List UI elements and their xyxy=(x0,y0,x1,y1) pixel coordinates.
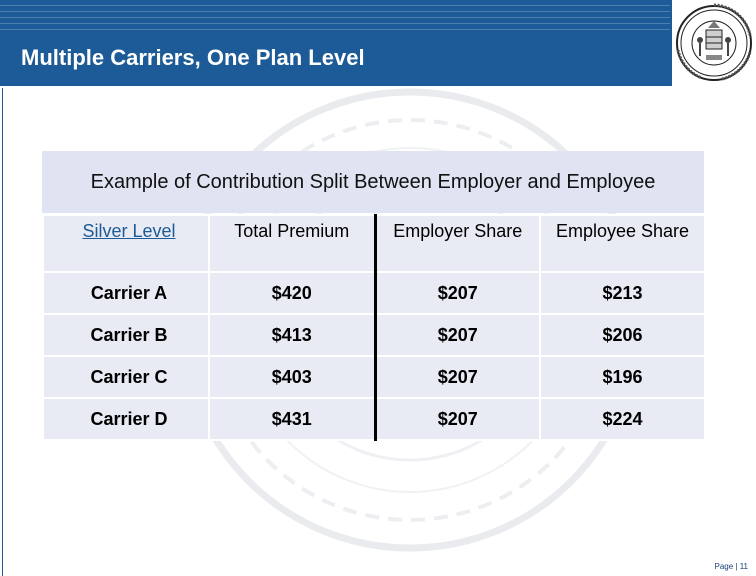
total-premium-cell: $420 xyxy=(209,272,375,314)
employee-share-cell: $224 xyxy=(540,398,705,440)
header-plan-level: Silver Level xyxy=(43,215,209,272)
carrier-name: Carrier D xyxy=(43,398,209,440)
table-row xyxy=(43,314,705,356)
employer-share-cell: $207 xyxy=(375,272,540,314)
header-bar xyxy=(0,0,670,86)
header-total-premium: Total Premium xyxy=(209,215,375,272)
state-seal-icon xyxy=(670,0,756,86)
employee-share-cell: $196 xyxy=(540,356,705,398)
total-premium-cell: $431 xyxy=(209,398,375,440)
total-premium-cell: $403 xyxy=(209,356,375,398)
table-row xyxy=(43,398,705,440)
carrier-name: Carrier A xyxy=(43,272,209,314)
table-header-row xyxy=(43,215,705,272)
left-accent-rule xyxy=(2,88,3,576)
header-employee-share: Employee Share xyxy=(540,215,705,272)
page-number: Page | 11 xyxy=(714,562,748,571)
table-row xyxy=(43,356,705,398)
total-premium-cell: $413 xyxy=(209,314,375,356)
table-row xyxy=(43,272,705,314)
employee-share-cell: $213 xyxy=(540,272,705,314)
employer-share-cell: $207 xyxy=(375,314,540,356)
employer-share-cell: $207 xyxy=(375,398,540,440)
slide-title: Multiple Carriers, One Plan Level xyxy=(21,45,365,70)
contribution-table xyxy=(42,214,706,441)
header-employer-share: Employer Share xyxy=(375,215,540,272)
carrier-name: Carrier B xyxy=(43,314,209,356)
carrier-name: Carrier C xyxy=(43,356,209,398)
employer-share-cell: $207 xyxy=(375,356,540,398)
employee-share-cell: $206 xyxy=(540,314,705,356)
table-caption: Example of Contribution Split Between Employer and Employee xyxy=(42,151,704,213)
